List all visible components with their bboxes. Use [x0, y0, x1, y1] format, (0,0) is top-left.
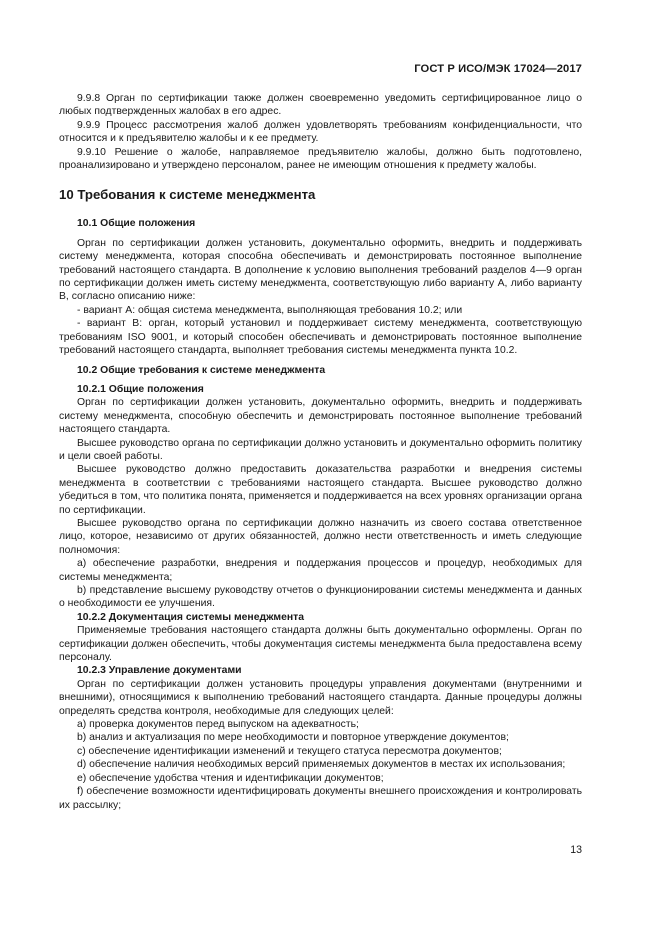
section-10-1-paragraph: Орган по сертификации должен установить, документально оформить, внедрить и поддерживать систему менеджмента, которая способна обеспечивать и демонстрировать постоянное выполнение требований настоящего стандарта. В дополнение к условию выполнения требований разделов 4—9 орган по сертификации должен иметь систему менеджмента, соответствующую либо варианту А, либо варианту В, согласно описанию ниже:: [59, 237, 582, 303]
control-item-c: c) обеспечение идентификации изменений и текущего статуса пересмотра документов;: [77, 745, 502, 757]
section-10-2-3-heading: 10.2.3 Управление документами: [77, 665, 242, 677]
option-a-item: - вариант А: общая система менеджмента, выполняющая требования 10.2; или: [77, 304, 463, 316]
section-10-1-heading: 10.1 Общие положения: [77, 218, 196, 230]
section-10-2-2-heading: 10.2.2 Документация системы менеджмента: [77, 611, 305, 623]
section-10-heading: 10 Требования к системе менеджмента: [59, 187, 316, 203]
section-10-2-1-paragraph-3: Высшее руководство должно предоставить доказательства разработки и внедрения системы менеджмента в соответствии с требованиями настоящего стандарта. Высшее руководство должно убедиться в том, что политика понята, применяется и поддерживается на всех уровнях организации органа по сертификации.: [59, 464, 582, 516]
paragraph-9-9-9: 9.9.9 Процесс рассмотрения жалоб должен удовлетворять требованиям конфиденциальности, что относится и к предъявителю жалобы и к ее предмету.: [59, 119, 582, 145]
section-10-2-2-paragraph: Применяемые требования настоящего стандарта должны быть документально оформлены. Орган по сертификации должен обеспечить, чтобы документация системы менеджмента была предоставлена всему персоналу.: [59, 625, 582, 664]
control-item-b: b) анализ и актуализация по мере необходимости и повторное утверждение документов;: [77, 732, 509, 744]
authority-item-a: a) обеспечение разработки, внедрения и поддержания процессов и процедур, необходимых для системы менеджмента;: [59, 558, 582, 583]
section-10-2-1-paragraph-2: Высшее руководство органа по сертификации должно установить и документально оформить политику и цели своей работы.: [59, 437, 582, 462]
control-item-f: f) обеспечение возможности идентифицировать документы внешнего происхождения и контролировать их рассылку;: [59, 786, 582, 811]
page-content: [59, 92, 582, 812]
section-10-2-1-paragraph-4: Высшее руководство органа по сертификации должно назначить из своего состава ответственное лицо, которое, независимо от других обязанностей, должно нести ответственность и иметь следующие полномочия:: [59, 517, 582, 556]
option-b-item: - вариант В: орган, который установил и поддерживает систему менеджмента, соответствующую требованиям ISO 9001, и который способен обеспечивать и демонстрировать постоянное выполнение требований настоящего стандарта, выполняет требования системы менеджмента пункта 10.2.: [59, 318, 582, 357]
control-item-a: a) проверка документов перед выпуском на адекватность;: [77, 719, 359, 731]
document-header: ГОСТ Р ИСО/МЭК 17024—2017: [414, 63, 582, 75]
section-10-2-3-paragraph: Орган по сертификации должен установить процедуры управления документами (внутренними и внешними), относящимися к выполнению требований настоящего стандарта. Данные процедуры должны определять средства контроля, необходимые для следующих целей:: [59, 678, 582, 717]
control-item-d: d) обеспечение наличия необходимых версий применяемых документов в местах их использования;: [77, 759, 566, 771]
section-10-2-heading: 10.2 Общие требования к системе менеджмента: [77, 364, 326, 376]
section-10-2-1-heading: 10.2.1 Общие положения: [77, 383, 204, 395]
page-number: 13: [570, 844, 582, 856]
authority-item-b: b) представление высшему руководству отчетов о функционировании системы менеджмента и данных о необходимости ее улучшения.: [59, 585, 582, 610]
paragraph-9-9-8: 9.9.8 Орган по сертификации также должен своевременно уведомить сертифицированное лицо о любых подтвержденных жалобах в его адрес.: [59, 93, 582, 118]
paragraph-9-9-10: 9.9.10 Решение о жалобе, направляемое предъявителю жалобы, должно быть подготовлено, проанализировано и утверждено персоналом, ранее не имеющим отношения к предмету жалобы.: [59, 146, 582, 172]
section-10-2-1-paragraph-1: Орган по сертификации должен установить, документально оформить, внедрить и поддерживать систему менеджмента, способную обеспечить и демонстрировать постоянное выполнение требований настоящего стандарта.: [59, 397, 582, 436]
control-item-e: e) обеспечение удобства чтения и идентификации документов;: [77, 772, 384, 784]
